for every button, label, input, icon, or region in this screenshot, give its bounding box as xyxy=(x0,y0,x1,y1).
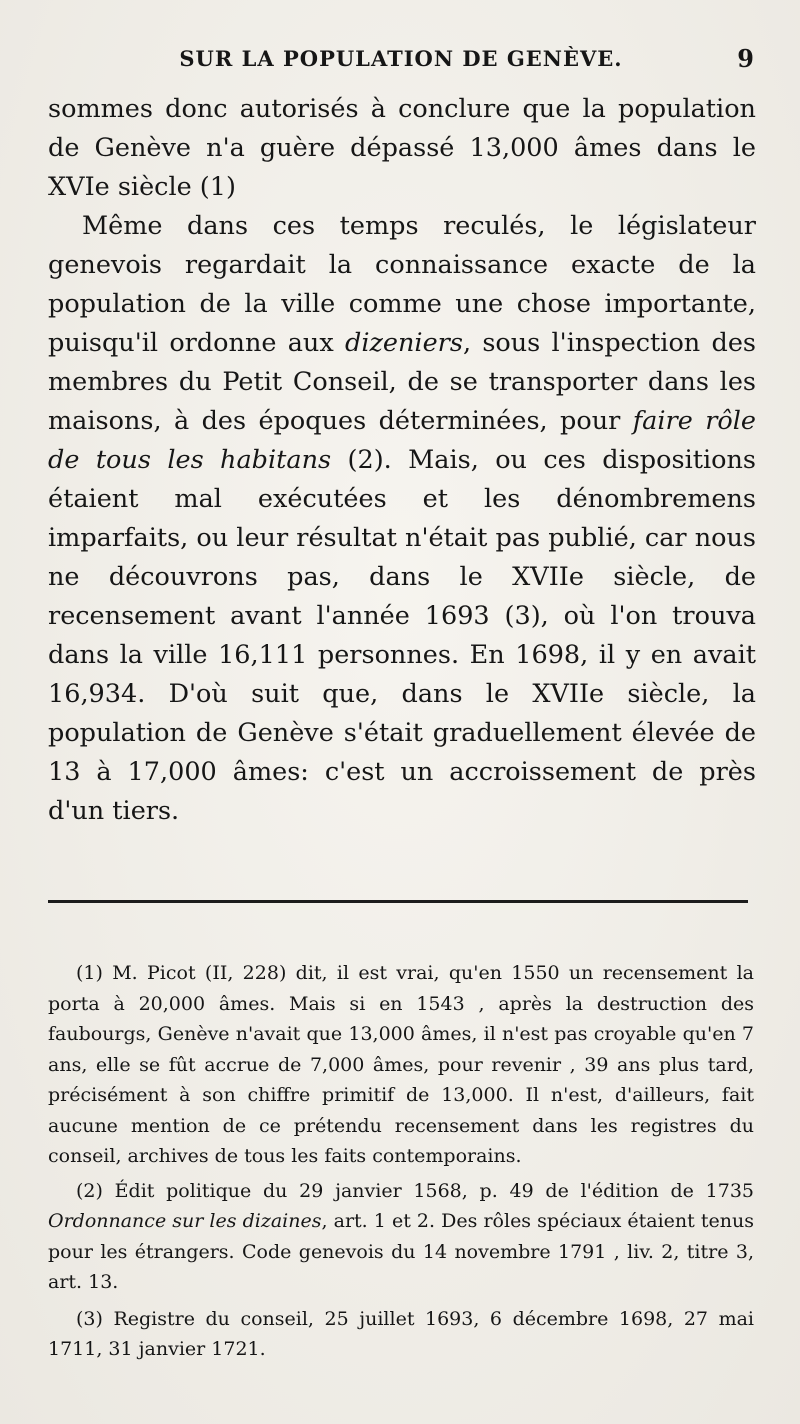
term-dizeniers: dizeniers xyxy=(345,328,463,358)
footnotes xyxy=(48,958,754,1367)
footnote-3-text: (3) Registre du conseil, 25 juillet 1693, 6 décembre 1698, 27 mai 1711, 31 janvier 1721. xyxy=(48,1307,754,1360)
paragraph-2 xyxy=(48,207,756,831)
page-header xyxy=(48,46,754,76)
paragraph-2-part-b: , sous l'inspection des membres du Petit Conseil, de se transporter dans les maisons, à des époques déterminées, pour xyxy=(48,328,756,436)
footnote-1 xyxy=(48,958,754,1172)
page-number: 9 xyxy=(737,44,754,73)
paragraph-2-part-c: (2). Mais, ou ces dispositions étaient mal exécutées et les dénombremens imparfaits, ou leur résultat n'était pas publié, car nous ne découvrons pas, dans le XVIIe siècle, de recensement avant l'année 1693 (3), où l'on trouva dans la ville 16,111 personnes. En 1698, il y en avait 16,934. D'où suit que, dans le XVIIe siècle, la population de Genève s'était graduellement élevée de 13 à 17,000 âmes: c'est un accroissement de près d'un tiers. xyxy=(48,445,756,826)
running-title: SUR LA POPULATION DE GENÈVE. xyxy=(179,46,623,71)
footnote-2-part-b: , art. 1 et 2. Des rôles spéciaux étaient tenus pour les étrangers. Code genevois du 14 novembre 1791 , liv. 2, titre 3, art. 13. xyxy=(48,1210,754,1293)
quote-faire-role: faire rôle de tous les habitans xyxy=(48,406,756,475)
footnote-2-title: Ordonnance sur les dizaines xyxy=(48,1210,322,1232)
footnote-2 xyxy=(48,1176,754,1298)
main-text xyxy=(48,90,756,831)
paragraph-1 xyxy=(48,90,756,207)
footnote-1-text: (1) M. Picot (II, 228) dit, il est vrai, qu'en 1550 un recensement la porta à 20,000 âmes. Mais si en 1543 , après la destruction des faubourgs, Genève n'avait que 13,000 âmes, il n'est pas croyable qu'en 7 ans, elle se fût accrue de 7,000 âmes, pour revenir , 39 ans plus tard, précisément à son chiffre primitif de 13,000. Il n'est, d'ailleurs, fait aucune mention de ce prétendu recensement dans les registres du conseil, archives de tous les faits contemporains. xyxy=(48,962,754,1167)
paragraph-1-text: sommes donc autorisés à conclure que la population de Genève n'a guère dépassé 13,000 âmes dans le XVIe siècle (1) xyxy=(48,94,756,202)
footnote-3 xyxy=(48,1304,754,1365)
footnote-2-part-a: (2) Édit politique du 29 janvier 1568, p. 49 de l'édition de 1735 xyxy=(76,1179,754,1202)
footnote-rule xyxy=(48,900,748,903)
paragraph-2-part-a: Même dans ces temps reculés, le législateur genevois regardait la connaissance exacte de la population de la ville comme une chose importante, puisqu'il ordonne aux xyxy=(48,211,756,358)
